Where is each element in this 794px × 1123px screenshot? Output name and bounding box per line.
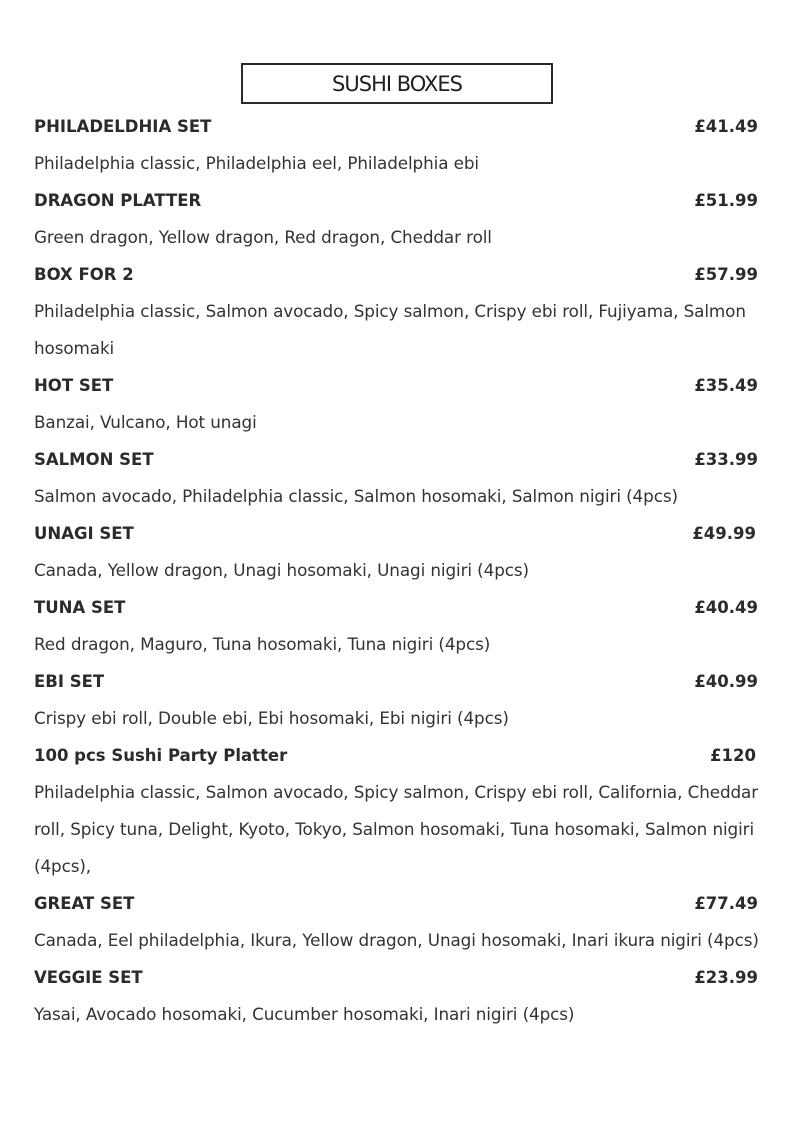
item-price: £23.99	[694, 968, 758, 987]
title-box	[241, 63, 553, 104]
item-price: £40.99	[694, 672, 758, 691]
item-name: GREAT SET	[34, 894, 135, 913]
item-name: 100 pcs Sushi Party Platter	[34, 746, 288, 765]
item-description: Red dragon, Maguro, Tuna hosomaki, Tuna nigiri (4pcs)	[34, 634, 491, 654]
menu-item-unagi-set	[34, 515, 760, 589]
menu-list	[34, 108, 760, 1033]
item-price: £41.49	[694, 117, 758, 136]
menu-item-box-for-2	[34, 256, 760, 367]
menu-item-philadelphia-set	[34, 108, 760, 182]
item-description: Green dragon, Yellow dragon, Red dragon, Cheddar roll	[34, 227, 492, 247]
menu-item-hot-set	[34, 367, 760, 441]
item-price: £57.99	[694, 265, 758, 284]
item-name: VEGGIE SET	[34, 968, 143, 987]
item-name: TUNA SET	[34, 598, 126, 617]
item-description: Salmon avocado, Philadelphia classic, Salmon hosomaki, Salmon nigiri (4pcs)	[34, 486, 678, 506]
menu-item-veggie-set	[34, 959, 760, 1033]
item-description: Philadelphia classic, Philadelphia eel, Philadelphia ebi	[34, 153, 479, 173]
item-name: EBI SET	[34, 672, 105, 691]
item-price: £40.49	[694, 598, 758, 617]
item-price: £120	[710, 746, 756, 765]
item-description: Yasai, Avocado hosomaki, Cucumber hosomaki, Inari nigiri (4pcs)	[34, 1004, 575, 1024]
menu-item-dragon-platter	[34, 182, 760, 256]
item-price: £33.99	[694, 450, 758, 469]
item-description: Canada, Eel philadelphia, Ikura, Yellow dragon, Unagi hosomaki, Inari ikura nigiri (4pcs)	[34, 930, 759, 950]
menu-item-tuna-set	[34, 589, 760, 663]
item-name: PHILADELDHIA SET	[34, 117, 212, 136]
item-price: £35.49	[694, 376, 758, 395]
item-name: DRAGON PLATTER	[34, 191, 202, 210]
item-name: UNAGI SET	[34, 524, 134, 543]
item-name: BOX FOR 2	[34, 265, 134, 284]
menu-item-party-platter	[34, 737, 760, 885]
page-title: SUSHI BOXES	[332, 71, 462, 96]
item-description: Banzai, Vulcano, Hot unagi	[34, 412, 257, 432]
menu-item-ebi-set	[34, 663, 760, 737]
item-price: £77.49	[694, 894, 758, 913]
item-price: £49.99	[692, 524, 756, 543]
item-description: Canada, Yellow dragon, Unagi hosomaki, Unagi nigiri (4pcs)	[34, 560, 529, 580]
item-description: Philadelphia classic, Salmon avocado, Spicy salmon, Crispy ebi roll, Fujiyama, Salmon hosomaki	[34, 301, 746, 358]
item-description: Crispy ebi roll, Double ebi, Ebi hosomaki, Ebi nigiri (4pcs)	[34, 708, 509, 728]
item-name: SALMON SET	[34, 450, 154, 469]
menu-item-great-set	[34, 885, 760, 959]
item-price: £51.99	[694, 191, 758, 210]
item-description: Philadelphia classic, Salmon avocado, Spicy salmon, Crispy ebi roll, California, Cheddar roll, Spicy tuna, Delight, Kyoto, Tokyo, Salmon hosomaki, Tuna hosomaki, Salmon nigiri (4pcs),	[34, 782, 759, 876]
item-name: HOT SET	[34, 376, 114, 395]
menu-item-salmon-set	[34, 441, 760, 515]
